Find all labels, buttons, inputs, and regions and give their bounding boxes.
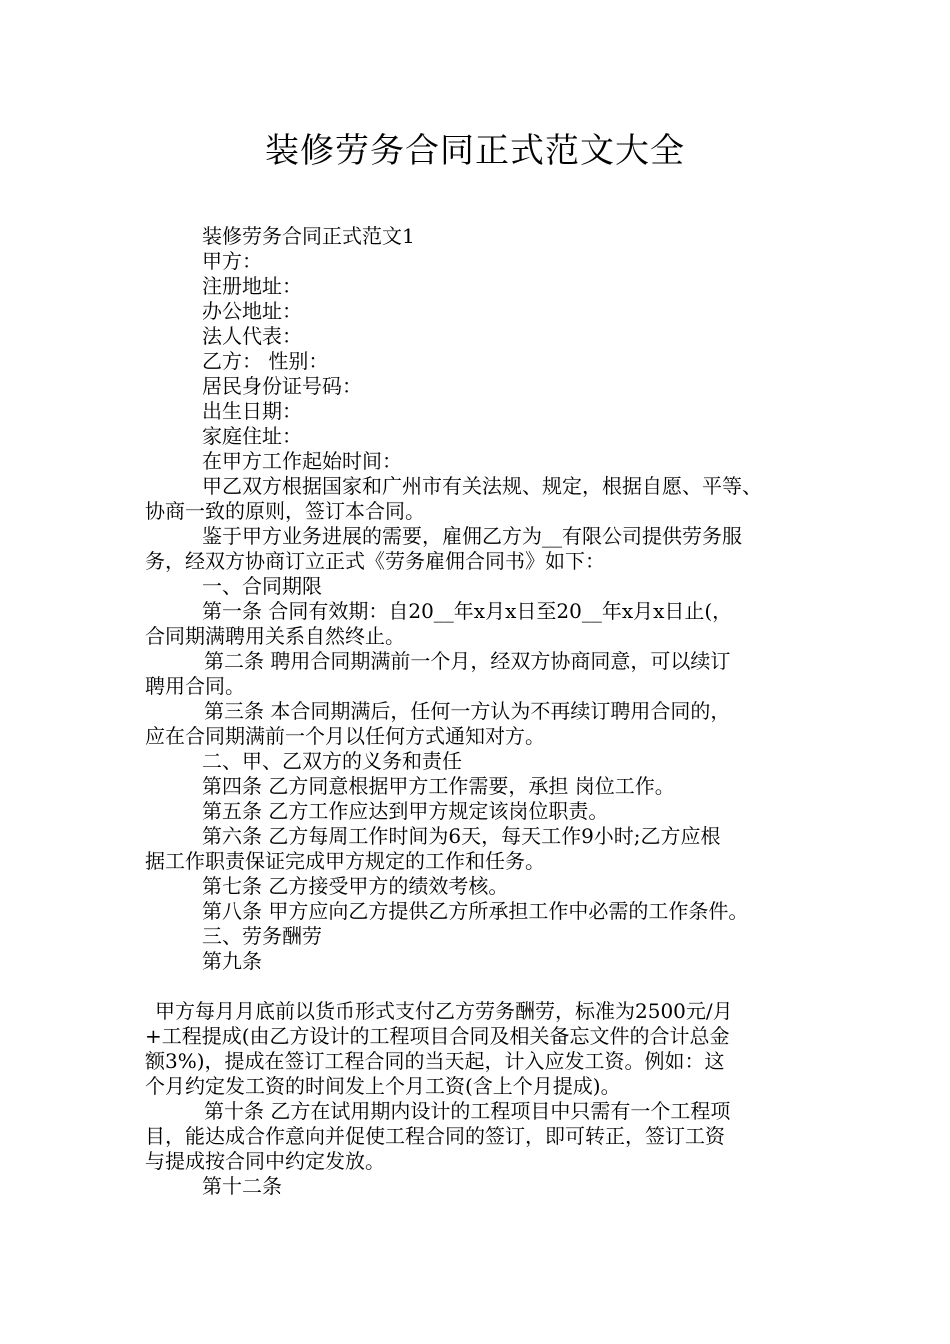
article-line: 第十条 乙方在试用期内设计的工程项目中只需有一个工程项	[204, 1099, 731, 1123]
article-line: 第十二条	[202, 1174, 282, 1198]
article-line: 合同期满聘用关系自然终止。	[145, 624, 405, 648]
article-line: 第二条 聘用合同期满前一个月，经双方协商同意，可以续订	[204, 649, 731, 673]
birth-date-line: 出生日期：	[202, 399, 302, 423]
article-line: 第五条 乙方工作应达到甲方规定该岗位职责。	[202, 799, 609, 823]
article-line: 第三条 本合同期满后，任何一方认为不再续订聘用合同的，	[204, 699, 731, 723]
party-a-line: 甲方：	[202, 249, 262, 273]
article-line: 第四条 乙方同意根据甲方工作需要，承担 岗位工作。	[202, 774, 675, 798]
home-address-line: 家庭住址：	[202, 424, 302, 448]
subtitle-line: 装修劳务合同正式范文1	[202, 224, 415, 248]
article-line: 第六条 乙方每周工作时间为6天，每天工作9小时;乙方应根	[202, 824, 721, 848]
document-body	[145, 224, 810, 1199]
article-line: 个月约定发工资的时间发上个月工资(含上个月提成)。	[145, 1074, 621, 1098]
article-line: 聘用合同。	[145, 674, 245, 698]
article-line: +工程提成(由乙方设计的工程项目合同及相关备忘文件的合计总金	[145, 1024, 730, 1048]
paragraph-line: 协商一致的原则，签订本合同。	[145, 499, 425, 523]
id-number-line: 居民身份证号码：	[202, 374, 362, 398]
party-b-line: 乙方： 性别：	[202, 349, 329, 373]
section-heading: 一、合同期限	[202, 574, 322, 598]
article-line: 第八条 甲方应向乙方提供乙方所承担工作中必需的工作条件。	[202, 899, 749, 923]
article-line: 与提成按合同中约定发放。	[145, 1149, 385, 1173]
article-line: 据工作职责保证完成甲方规定的工作和任务。	[145, 849, 545, 873]
blank-gap	[145, 974, 810, 999]
article-line: 第一条 合同有效期：自20__年x月x日至20__年x月x日止(，	[202, 599, 733, 623]
paragraph-line: 鉴于甲方业务进展的需要，雇佣乙方为__有限公司提供劳务服	[202, 524, 742, 548]
registered-address-line: 注册地址：	[202, 274, 302, 298]
legal-rep-line: 法人代表：	[202, 324, 302, 348]
article-line: 应在合同期满前一个月以任何方式通知对方。	[145, 724, 545, 748]
start-time-line: 在甲方工作起始时间：	[202, 449, 402, 473]
section-heading: 二、甲、乙双方的义务和责任	[202, 749, 462, 773]
article-line: 甲方每月月底前以货币形式支付乙方劳务酬劳，标准为2500元/月	[155, 999, 733, 1023]
article-line: 额3%)，提成在签订工程合同的当天起，计入应发工资。例如：这	[145, 1049, 725, 1073]
section-heading: 三、劳务酬劳	[202, 924, 322, 948]
document-title: 装修劳务合同正式范文大全	[265, 131, 685, 171]
paragraph-line: 务，经双方协商订立正式《劳务雇佣合同书》如下：	[145, 549, 605, 573]
article-line: 第七条 乙方接受甲方的绩效考核。	[202, 874, 509, 898]
office-address-line: 办公地址：	[202, 299, 302, 323]
article-line: 目，能达成合作意向并促使工程合同的签订，即可转正，签订工资	[145, 1124, 725, 1148]
article-line: 第九条	[202, 949, 262, 973]
paragraph-line: 甲乙双方根据国家和广州市有关法规、规定，根据自愿、平等、	[202, 474, 762, 498]
